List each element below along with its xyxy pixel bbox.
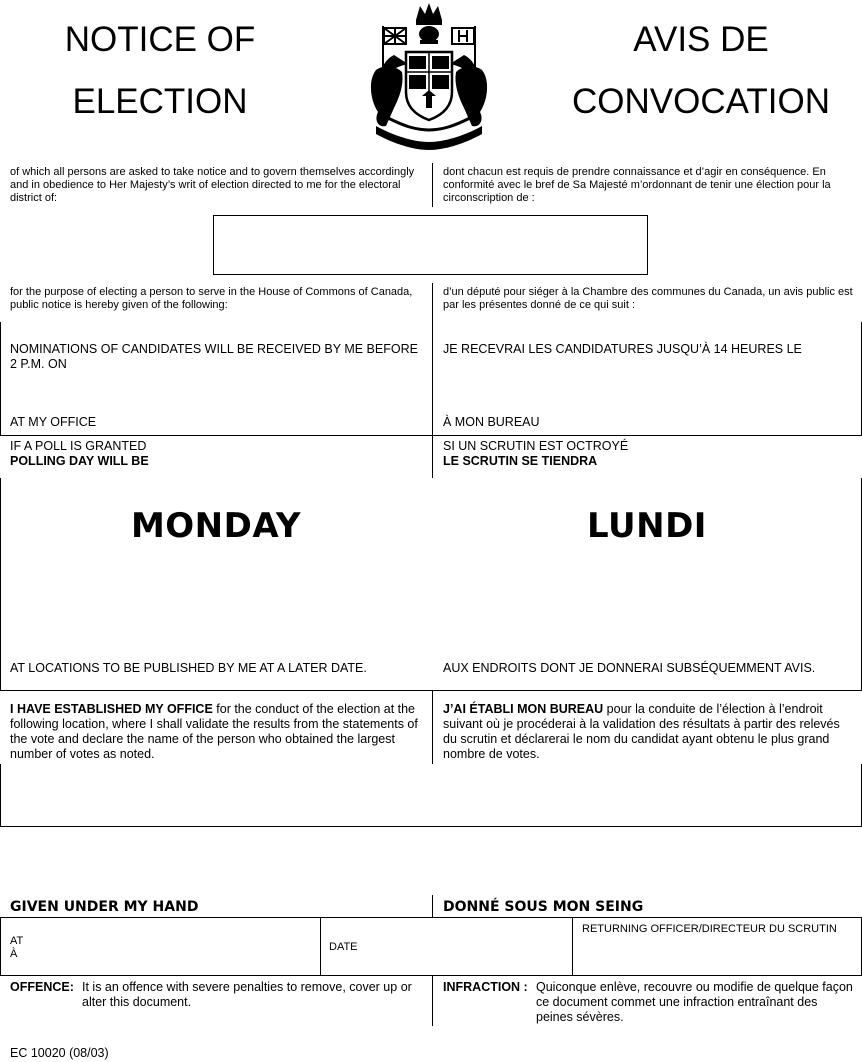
office-rest-fr: pour la conduite de l’élection à l’endroit suivant où je procéderai à la validation des résultats à partir des relevés du scrutin et déclarerai le nom du candidat ayant obtenu le plus grand nombre de votes.: [443, 702, 840, 761]
purpose-fr: d’un député pour siéger à la Chambre des communes du Canada, un avis public est par les présentes donné de ce qui suit :: [443, 286, 853, 311]
given-under-hand-en: GIVEN UNDER MY HAND: [10, 899, 199, 915]
nominations-fr: JE RECEVRAI LES CANDIDATURES JUSQU’À 14 HEURES LE: [443, 342, 802, 356]
polling-day-en: POLLING DAY WILL BE: [10, 454, 149, 468]
intro-fr: dont chacun est requis de prendre connaissance et d’agir en conséquence. En conformité avec le bref de Sa Majesté m’ordonnant de tenir une élection pour la circonscription de :: [443, 166, 831, 204]
returning-officer-signature-field[interactable]: [580, 940, 855, 970]
office-label-en: AT MY OFFICE: [10, 415, 97, 429]
office-rest-en: for the conduct of the election at the following location, where I shall validate the results from the statements of the vote and declare the name of the person who obtained the largest number of votes as noted.: [10, 702, 418, 761]
locations-en: AT LOCATIONS TO BE PUBLISHED BY ME AT A LATER DATE.: [10, 661, 367, 675]
office-lead-fr: J’AI ÉTABLI MON BUREAU: [443, 702, 604, 716]
office-lead-en: I HAVE ESTABLISHED MY OFFICE: [10, 702, 213, 716]
office-address-field[interactable]: [0, 764, 862, 827]
nominations-en: NOMINATIONS OF CANDIDATES WILL BE RECEIVED BY ME BEFORE 2 P.M. ON: [10, 342, 418, 371]
returning-officer-label: RETURNING OFFICER/DIRECTEUR DU SCRUTIN: [582, 923, 837, 935]
at-label-fr: À: [10, 948, 18, 960]
office-label-fr: À MON BUREAU: [443, 415, 540, 429]
offence-label-fr: INFRACTION :: [443, 980, 528, 994]
intro-en: of which all persons are asked to take notice and to govern themselves accordingly and in obedience to Her Majesty’s writ of election directed to me for the electoral district of:: [10, 166, 415, 204]
title-en-line2: ELECTION: [72, 82, 248, 121]
office-statement-fr: [443, 702, 855, 762]
at-label-en: AT: [10, 935, 24, 947]
poll-granted-fr: SI UN SCRUTIN EST OCTROYÉ: [443, 439, 629, 453]
date-field[interactable]: [362, 930, 562, 966]
form-number: EC 10020 (08/03): [10, 1046, 109, 1060]
purpose-en: for the purpose of electing a person to serve in the House of Commons of Canada, public notice is hereby given of the following:: [10, 286, 413, 311]
given-under-hand-fr: DONNÉ SOUS MON SEING: [443, 899, 644, 915]
at-field[interactable]: [30, 930, 310, 966]
title-fr-line1: AVIS DE: [633, 20, 769, 59]
title-fr-line2: CONVOCATION: [572, 82, 830, 121]
coat-of-arms-icon: [364, 0, 494, 150]
offence-text-fr: Quiconque enlève, recouvre ou modifie de quelque façon ce document commet une infraction entraînant des peines sévères.: [536, 980, 853, 1024]
electoral-district-field[interactable]: [213, 215, 648, 275]
offence-label-en: OFFENCE:: [10, 980, 74, 994]
polling-day-fr: LE SCRUTIN SE TIENDRA: [443, 454, 598, 468]
polling-day-fr-value: LUNDI: [587, 506, 707, 546]
poll-granted-en: IF A POLL IS GRANTED: [10, 439, 147, 453]
offence-text-en: It is an offence with severe penalties to remove, cover up or alter this document.: [82, 980, 412, 1009]
title-en-line1: NOTICE OF: [64, 20, 256, 59]
locations-fr: AUX ENDROITS DONT JE DONNERAI SUBSÉQUEMMENT AVIS.: [443, 661, 816, 675]
polling-day-en-value: MONDAY: [130, 506, 302, 546]
date-label: DATE: [329, 941, 358, 953]
office-statement-en: [10, 702, 428, 762]
